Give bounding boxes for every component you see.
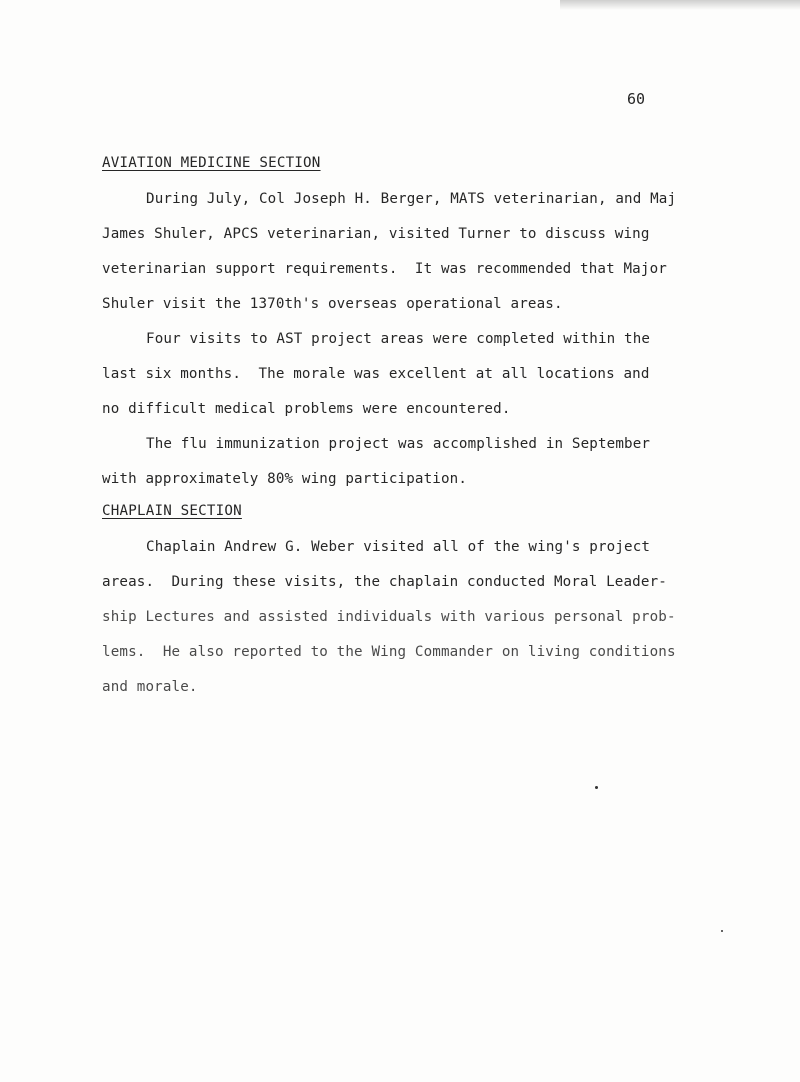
page-number: 60 — [627, 90, 646, 108]
paragraph-line: ship Lectures and assisted individuals with various personal prob- — [102, 609, 676, 625]
scan-speck — [721, 930, 723, 932]
paragraph-line: lems. He also reported to the Wing Commander on living conditions — [102, 644, 676, 660]
scan-edge-shadow — [560, 0, 800, 10]
paragraph-line: last six months. The morale was excellent at all locations and — [102, 366, 650, 382]
paragraph-line: and morale. — [102, 679, 198, 695]
paragraph-line: James Shuler, APCS veterinarian, visited Turner to discuss wing — [102, 226, 650, 242]
paragraph-line: Shuler visit the 1370th's overseas operational areas. — [102, 296, 563, 312]
paragraph-line: areas. During these visits, the chaplain conducted Moral Leader- — [102, 574, 667, 590]
section-heading-aviation-medicine: AVIATION MEDICINE SECTION — [102, 155, 321, 171]
paragraph-line: no difficult medical problems were encountered. — [102, 401, 511, 417]
section-heading-chaplain: CHAPLAIN SECTION — [102, 503, 242, 519]
scan-speck — [595, 786, 598, 789]
paragraph-line: with approximately 80% wing participation. — [102, 471, 468, 487]
paragraph-line: Four visits to AST project areas were completed within the — [146, 331, 651, 347]
paragraph-line: During July, Col Joseph H. Berger, MATS veterinarian, and Maj — [146, 191, 677, 207]
paragraph-line: veterinarian support requirements. It was recommended that Major — [102, 261, 667, 277]
paragraph-line: Chaplain Andrew G. Weber visited all of the wing's project — [146, 539, 651, 555]
paragraph-line: The flu immunization project was accomplished in September — [146, 436, 651, 452]
